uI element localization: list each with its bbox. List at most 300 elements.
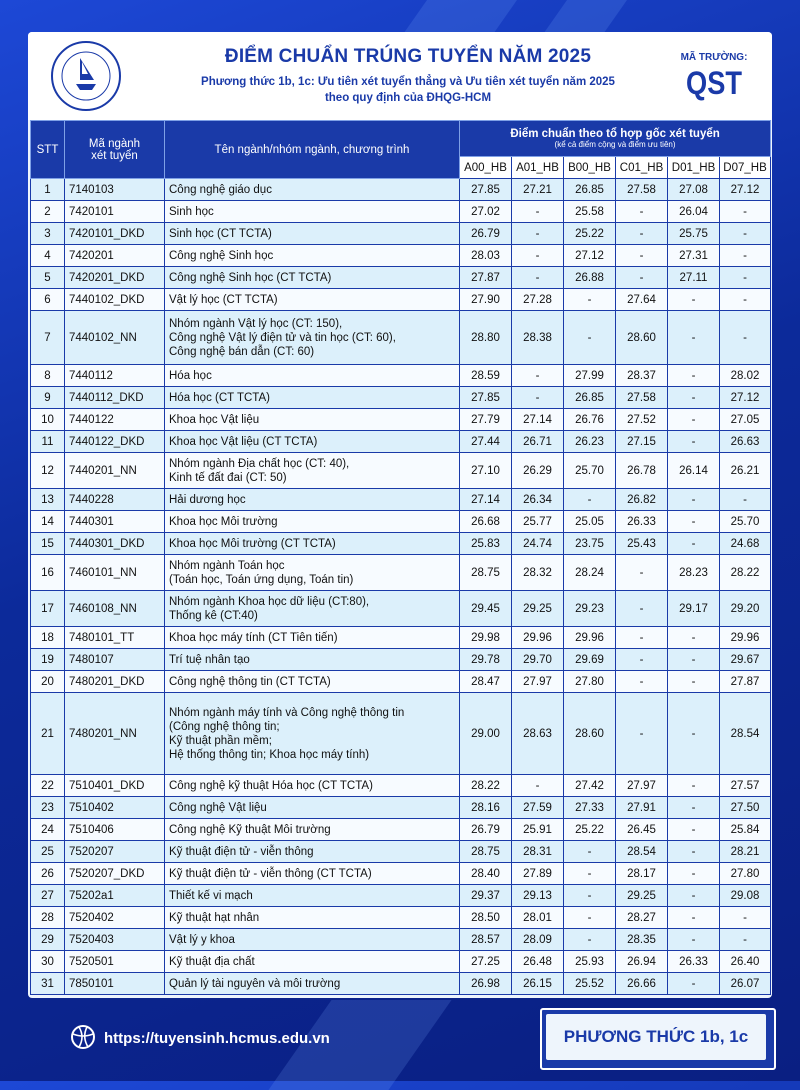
cell-score: 25.05	[564, 511, 616, 533]
header-combo: A01_HB	[512, 157, 564, 179]
cell-score: 26.04	[668, 201, 720, 223]
cell-score: -	[668, 841, 720, 863]
cell-major-name	[165, 649, 460, 671]
cell-score: 27.64	[616, 289, 668, 311]
cell-score: -	[512, 201, 564, 223]
cell-stt: 6	[31, 289, 65, 311]
cell-score: 27.89	[512, 863, 564, 885]
cell-major-name	[165, 365, 460, 387]
cell-stt: 7	[31, 311, 65, 365]
cell-major-name	[165, 929, 460, 951]
cell-score: 27.12	[720, 387, 771, 409]
cell-score: 27.79	[460, 409, 512, 431]
table-row	[31, 555, 771, 591]
cell-score: 27.05	[720, 409, 771, 431]
cell-score: -	[512, 775, 564, 797]
table-row	[31, 819, 771, 841]
cell-major-code: 7480107	[65, 649, 165, 671]
cell-score: 28.22	[720, 555, 771, 591]
table-row	[31, 929, 771, 951]
cell-score: 27.52	[616, 409, 668, 431]
cell-major-name	[165, 555, 460, 591]
header-combo: D07_HB	[720, 157, 771, 179]
cell-major-name	[165, 311, 460, 365]
major-name-line: Nhóm ngành Địa chất học (CT: 40),	[169, 457, 350, 470]
cell-score: 27.14	[460, 489, 512, 511]
cell-score: -	[720, 907, 771, 929]
cell-score: 28.75	[460, 841, 512, 863]
cell-major-name	[165, 671, 460, 693]
cell-major-code: 75202a1	[65, 885, 165, 907]
cell-major-code: 7510406	[65, 819, 165, 841]
cell-score: 27.58	[616, 387, 668, 409]
cell-score: 25.70	[564, 453, 616, 489]
table-row	[31, 591, 771, 627]
cell-score: 25.22	[564, 819, 616, 841]
cell-major-code: 7440102_DKD	[65, 289, 165, 311]
table-row	[31, 863, 771, 885]
cell-score: -	[668, 533, 720, 555]
basketball-globe-icon	[70, 1024, 96, 1050]
cell-score: -	[512, 365, 564, 387]
admission-score-table	[30, 120, 771, 995]
major-name-line: Công nghệ giáo dục	[169, 183, 272, 196]
cell-stt: 28	[31, 907, 65, 929]
table-row	[31, 179, 771, 201]
cell-score: 29.17	[668, 591, 720, 627]
major-name-line: Kỹ thuật điện tử - viễn thông	[169, 845, 314, 858]
cell-score: 28.32	[512, 555, 564, 591]
cell-major-name	[165, 819, 460, 841]
cell-score: 27.42	[564, 775, 616, 797]
cell-score: 27.80	[564, 671, 616, 693]
table-row	[31, 649, 771, 671]
cell-score: 29.96	[564, 627, 616, 649]
table-row	[31, 453, 771, 489]
cell-score: 28.31	[512, 841, 564, 863]
cell-score: 23.75	[564, 533, 616, 555]
subtitle-line: theo quy định của ĐHQG-HCM	[324, 92, 492, 104]
table-row	[31, 671, 771, 693]
cell-score: 28.50	[460, 907, 512, 929]
cell-score: 28.59	[460, 365, 512, 387]
cell-score: 28.16	[460, 797, 512, 819]
major-name-line: Nhóm ngành Vật lý học (CT: 150),	[169, 317, 343, 330]
cell-score: 29.37	[460, 885, 512, 907]
cell-score: 28.24	[564, 555, 616, 591]
cell-major-code: 7420201	[65, 245, 165, 267]
cell-score: 25.91	[512, 819, 564, 841]
cell-score: 24.68	[720, 533, 771, 555]
cell-stt: 20	[31, 671, 65, 693]
major-name-line: Khoa học Vật liệu	[169, 413, 260, 426]
cell-major-code: 7440122	[65, 409, 165, 431]
major-name-line: Công nghệ bán dẫn (CT: 60)	[169, 345, 315, 358]
cell-score: 29.13	[512, 885, 564, 907]
cell-score: 25.83	[460, 533, 512, 555]
cell-major-code: 7440112_DKD	[65, 387, 165, 409]
cell-score: 26.71	[512, 431, 564, 453]
cell-stt: 19	[31, 649, 65, 671]
cell-score: 27.02	[460, 201, 512, 223]
table-row	[31, 489, 771, 511]
cell-score: -	[668, 671, 720, 693]
table-row	[31, 201, 771, 223]
cell-major-code: 7520207	[65, 841, 165, 863]
cell-score: 26.21	[720, 453, 771, 489]
header-combo: D01_HB	[668, 157, 720, 179]
cell-score: -	[720, 929, 771, 951]
cell-score: -	[564, 289, 616, 311]
school-code-label: MÃ TRƯỜNG:	[680, 52, 748, 63]
cell-score: 29.45	[460, 591, 512, 627]
cell-score: 28.75	[460, 555, 512, 591]
cell-score: 27.12	[564, 245, 616, 267]
major-name-line: Nhóm ngành Khoa học dữ liệu (CT:80),	[169, 595, 370, 608]
header-combo: B00_HB	[564, 157, 616, 179]
cell-score: -	[668, 311, 720, 365]
cell-score: 29.78	[460, 649, 512, 671]
cell-score: 27.90	[460, 289, 512, 311]
cell-stt: 18	[31, 627, 65, 649]
table-row	[31, 511, 771, 533]
cell-major-name	[165, 693, 460, 775]
cell-score: 27.87	[720, 671, 771, 693]
cell-stt: 27	[31, 885, 65, 907]
cell-stt: 2	[31, 201, 65, 223]
cell-score: -	[668, 693, 720, 775]
cell-score: 27.97	[616, 775, 668, 797]
cell-major-name	[165, 775, 460, 797]
major-name-line: Công nghệ Vật lý điện tử và tin học (CT: 60),	[169, 331, 396, 344]
table-row	[31, 533, 771, 555]
cell-major-code: 7440228	[65, 489, 165, 511]
cell-score: 26.40	[720, 951, 771, 973]
cell-score: -	[668, 973, 720, 995]
header-scores-title: Điểm chuẩn theo tổ hợp gốc xét tuyển	[510, 128, 720, 140]
cell-score: 26.98	[460, 973, 512, 995]
cell-score: -	[616, 591, 668, 627]
cell-score: -	[616, 693, 668, 775]
cell-score: -	[564, 311, 616, 365]
cell-score: 27.33	[564, 797, 616, 819]
cell-score: 25.84	[720, 819, 771, 841]
cell-score: 27.99	[564, 365, 616, 387]
cell-score: 27.12	[720, 179, 771, 201]
cell-stt: 24	[31, 819, 65, 841]
cell-score: 27.80	[720, 863, 771, 885]
cell-score: 26.15	[512, 973, 564, 995]
table-row	[31, 841, 771, 863]
major-name-line: Nhóm ngành máy tính và Công nghệ thông tin	[169, 706, 405, 719]
subtitle-line: Phương thức 1b, 1c: Ưu tiên xét tuyển thẳng và Ưu tiên xét tuyển năm 2025	[201, 76, 615, 88]
cell-score: 25.93	[564, 951, 616, 973]
table-row	[31, 311, 771, 365]
major-name-line: Sinh học (CT TCTA)	[169, 227, 272, 240]
cell-score: -	[668, 365, 720, 387]
cell-score: -	[668, 289, 720, 311]
page-subtitle	[148, 74, 668, 106]
major-name-line: Kỹ thuật địa chất	[169, 955, 255, 968]
cell-score: 26.14	[668, 453, 720, 489]
major-name-line: Kỹ thuật hạt nhân	[169, 911, 260, 924]
cell-stt: 14	[31, 511, 65, 533]
cell-major-name	[165, 533, 460, 555]
cell-score: -	[668, 511, 720, 533]
cell-score: -	[512, 267, 564, 289]
cell-major-code: 7520207_DKD	[65, 863, 165, 885]
cell-score: 27.08	[668, 179, 720, 201]
cell-major-code: 7520402	[65, 907, 165, 929]
major-name-line: Khoa học Môi trường	[169, 515, 278, 528]
cell-score: 26.63	[720, 431, 771, 453]
cell-score: 28.01	[512, 907, 564, 929]
cell-major-code: 7480201_NN	[65, 693, 165, 775]
cell-score: 27.25	[460, 951, 512, 973]
cell-stt: 5	[31, 267, 65, 289]
cell-score: -	[564, 841, 616, 863]
cell-score: 28.54	[616, 841, 668, 863]
cell-major-code: 7520501	[65, 951, 165, 973]
table-row	[31, 951, 771, 973]
cell-score: 29.23	[564, 591, 616, 627]
cell-score: 26.33	[668, 951, 720, 973]
cell-score: 28.17	[616, 863, 668, 885]
cell-stt: 17	[31, 591, 65, 627]
cell-major-name	[165, 907, 460, 929]
major-name-line: Công nghệ Sinh học	[169, 249, 274, 262]
cell-score: 26.79	[460, 819, 512, 841]
cell-score: 28.35	[616, 929, 668, 951]
cell-score: 26.48	[512, 951, 564, 973]
header-major-code-line: xét tuyển	[91, 149, 138, 162]
cell-major-code: 7440301_DKD	[65, 533, 165, 555]
university-logo-icon	[50, 40, 122, 112]
cell-stt: 12	[31, 453, 65, 489]
cell-score: 26.85	[564, 179, 616, 201]
cell-score: 28.38	[512, 311, 564, 365]
cell-score: -	[668, 929, 720, 951]
cell-score: 28.60	[616, 311, 668, 365]
cell-major-name	[165, 627, 460, 649]
cell-stt: 31	[31, 973, 65, 995]
cell-score: 27.10	[460, 453, 512, 489]
cell-score: -	[616, 201, 668, 223]
cell-major-code: 7460101_NN	[65, 555, 165, 591]
cell-score: 26.34	[512, 489, 564, 511]
cell-score: -	[564, 885, 616, 907]
header-stt: STT	[31, 121, 65, 179]
header-major-code	[65, 121, 165, 179]
cell-score: 28.60	[564, 693, 616, 775]
cell-score: 29.67	[720, 649, 771, 671]
cell-score: 27.21	[512, 179, 564, 201]
major-name-line: Khoa học máy tính (CT Tiên tiến)	[169, 631, 338, 644]
cell-major-name	[165, 409, 460, 431]
cell-score: -	[668, 627, 720, 649]
cell-stt: 8	[31, 365, 65, 387]
major-name-line: Trí tuệ nhân tạo	[169, 653, 250, 666]
cell-score: -	[616, 267, 668, 289]
cell-score: 27.11	[668, 267, 720, 289]
admissions-website-link[interactable]: https://tuyensinh.hcmus.edu.vn	[104, 1030, 330, 1047]
cell-major-code: 7510401_DKD	[65, 775, 165, 797]
cell-score: 27.85	[460, 179, 512, 201]
cell-score: -	[668, 819, 720, 841]
cell-major-code: 7480101_TT	[65, 627, 165, 649]
cell-score: -	[668, 907, 720, 929]
cell-score: 27.15	[616, 431, 668, 453]
table-row	[31, 365, 771, 387]
cell-major-code: 7440102_NN	[65, 311, 165, 365]
cell-score: -	[720, 289, 771, 311]
cell-score: 28.47	[460, 671, 512, 693]
cell-major-name	[165, 387, 460, 409]
cell-stt: 1	[31, 179, 65, 201]
cell-score: 28.21	[720, 841, 771, 863]
cell-major-code: 7460108_NN	[65, 591, 165, 627]
cell-stt: 22	[31, 775, 65, 797]
table-row	[31, 797, 771, 819]
sheet-header	[28, 32, 772, 120]
header-major-code-line: Mã ngành	[88, 137, 141, 150]
cell-score: 26.33	[616, 511, 668, 533]
table-row	[31, 223, 771, 245]
cell-score: 26.82	[616, 489, 668, 511]
cell-score: 27.91	[616, 797, 668, 819]
major-name-line: Công nghệ Kỹ thuật Môi trường	[169, 823, 331, 836]
cell-score: 29.00	[460, 693, 512, 775]
cell-score: -	[668, 863, 720, 885]
cell-score: 26.85	[564, 387, 616, 409]
cell-score: -	[512, 245, 564, 267]
cell-score: -	[564, 929, 616, 951]
major-name-line: Vật lý học (CT TCTA)	[169, 293, 278, 306]
cell-score: -	[564, 907, 616, 929]
cell-score: 27.57	[720, 775, 771, 797]
cell-major-name	[165, 179, 460, 201]
cell-score: 29.96	[512, 627, 564, 649]
cell-major-code: 7440122_DKD	[65, 431, 165, 453]
cell-score: 27.31	[668, 245, 720, 267]
cell-major-name	[165, 289, 460, 311]
cell-score: -	[616, 649, 668, 671]
cell-stt: 16	[31, 555, 65, 591]
header-combo: A00_HB	[460, 157, 512, 179]
cell-score: 29.98	[460, 627, 512, 649]
cell-score: 25.75	[668, 223, 720, 245]
cell-stt: 4	[31, 245, 65, 267]
major-name-line: Công nghệ Vật liệu	[169, 801, 267, 814]
cell-major-name	[165, 863, 460, 885]
cell-major-name	[165, 951, 460, 973]
cell-score: 25.43	[616, 533, 668, 555]
cell-score: 29.25	[512, 591, 564, 627]
header-major-name: Tên ngành/nhóm ngành, chương trình	[165, 121, 460, 179]
cell-major-name	[165, 453, 460, 489]
cell-score: -	[720, 245, 771, 267]
table-row	[31, 693, 771, 775]
cell-major-name	[165, 841, 460, 863]
major-name-line: Hải dương học	[169, 493, 246, 506]
major-name-line: Kỹ thuật điện tử - viễn thông (CT TCTA)	[169, 867, 372, 880]
table-row	[31, 885, 771, 907]
cell-score: 25.70	[720, 511, 771, 533]
cell-score: 27.28	[512, 289, 564, 311]
cell-score: 29.70	[512, 649, 564, 671]
cell-stt: 3	[31, 223, 65, 245]
cell-score: -	[668, 431, 720, 453]
cell-score: -	[616, 245, 668, 267]
major-name-line: Kỹ thuật phần mềm;	[169, 734, 272, 747]
cell-score: 27.50	[720, 797, 771, 819]
cell-score: 25.77	[512, 511, 564, 533]
cell-score: -	[668, 409, 720, 431]
cell-score: 28.22	[460, 775, 512, 797]
cell-score: 29.25	[616, 885, 668, 907]
cell-score: 28.63	[512, 693, 564, 775]
cell-score: 28.54	[720, 693, 771, 775]
cell-major-name	[165, 267, 460, 289]
cell-major-name	[165, 489, 460, 511]
cell-score: -	[720, 223, 771, 245]
cell-score: 28.80	[460, 311, 512, 365]
cell-major-code: 7420201_DKD	[65, 267, 165, 289]
cell-score: 28.03	[460, 245, 512, 267]
cell-score: 26.79	[460, 223, 512, 245]
cell-score: 25.58	[564, 201, 616, 223]
cell-stt: 15	[31, 533, 65, 555]
cell-stt: 10	[31, 409, 65, 431]
cell-major-name	[165, 223, 460, 245]
cell-score: 26.78	[616, 453, 668, 489]
cell-score: -	[616, 627, 668, 649]
cell-score: -	[616, 555, 668, 591]
cell-score: -	[616, 223, 668, 245]
cell-score: 27.59	[512, 797, 564, 819]
cell-score: 28.02	[720, 365, 771, 387]
cell-score: -	[668, 387, 720, 409]
cell-major-code: 7420101_DKD	[65, 223, 165, 245]
cell-score: 26.88	[564, 267, 616, 289]
header-scores-note: (kể cả điểm cộng và điểm ưu tiên)	[554, 140, 676, 149]
cell-score: 29.08	[720, 885, 771, 907]
cell-score: 28.37	[616, 365, 668, 387]
cell-score: -	[512, 387, 564, 409]
cell-stt: 26	[31, 863, 65, 885]
major-name-line: Hóa học	[169, 369, 212, 382]
cell-score: 29.96	[720, 627, 771, 649]
cell-score: 28.09	[512, 929, 564, 951]
cell-score: -	[668, 885, 720, 907]
cell-major-code: 7440112	[65, 365, 165, 387]
cell-score: 26.94	[616, 951, 668, 973]
table-row	[31, 431, 771, 453]
cell-score: 28.57	[460, 929, 512, 951]
cell-major-code: 7420101	[65, 201, 165, 223]
major-name-line: Quản lý tài nguyên và môi trường	[169, 977, 341, 990]
cell-stt: 25	[31, 841, 65, 863]
cell-major-name	[165, 201, 460, 223]
cell-score: -	[668, 489, 720, 511]
major-name-line: Công nghệ kỹ thuật Hóa học (CT TCTA)	[169, 779, 373, 792]
header-combo: C01_HB	[616, 157, 668, 179]
cell-score: 29.69	[564, 649, 616, 671]
cell-score: 24.74	[512, 533, 564, 555]
cell-score: 26.07	[720, 973, 771, 995]
cell-score: 27.85	[460, 387, 512, 409]
cell-score: 25.52	[564, 973, 616, 995]
